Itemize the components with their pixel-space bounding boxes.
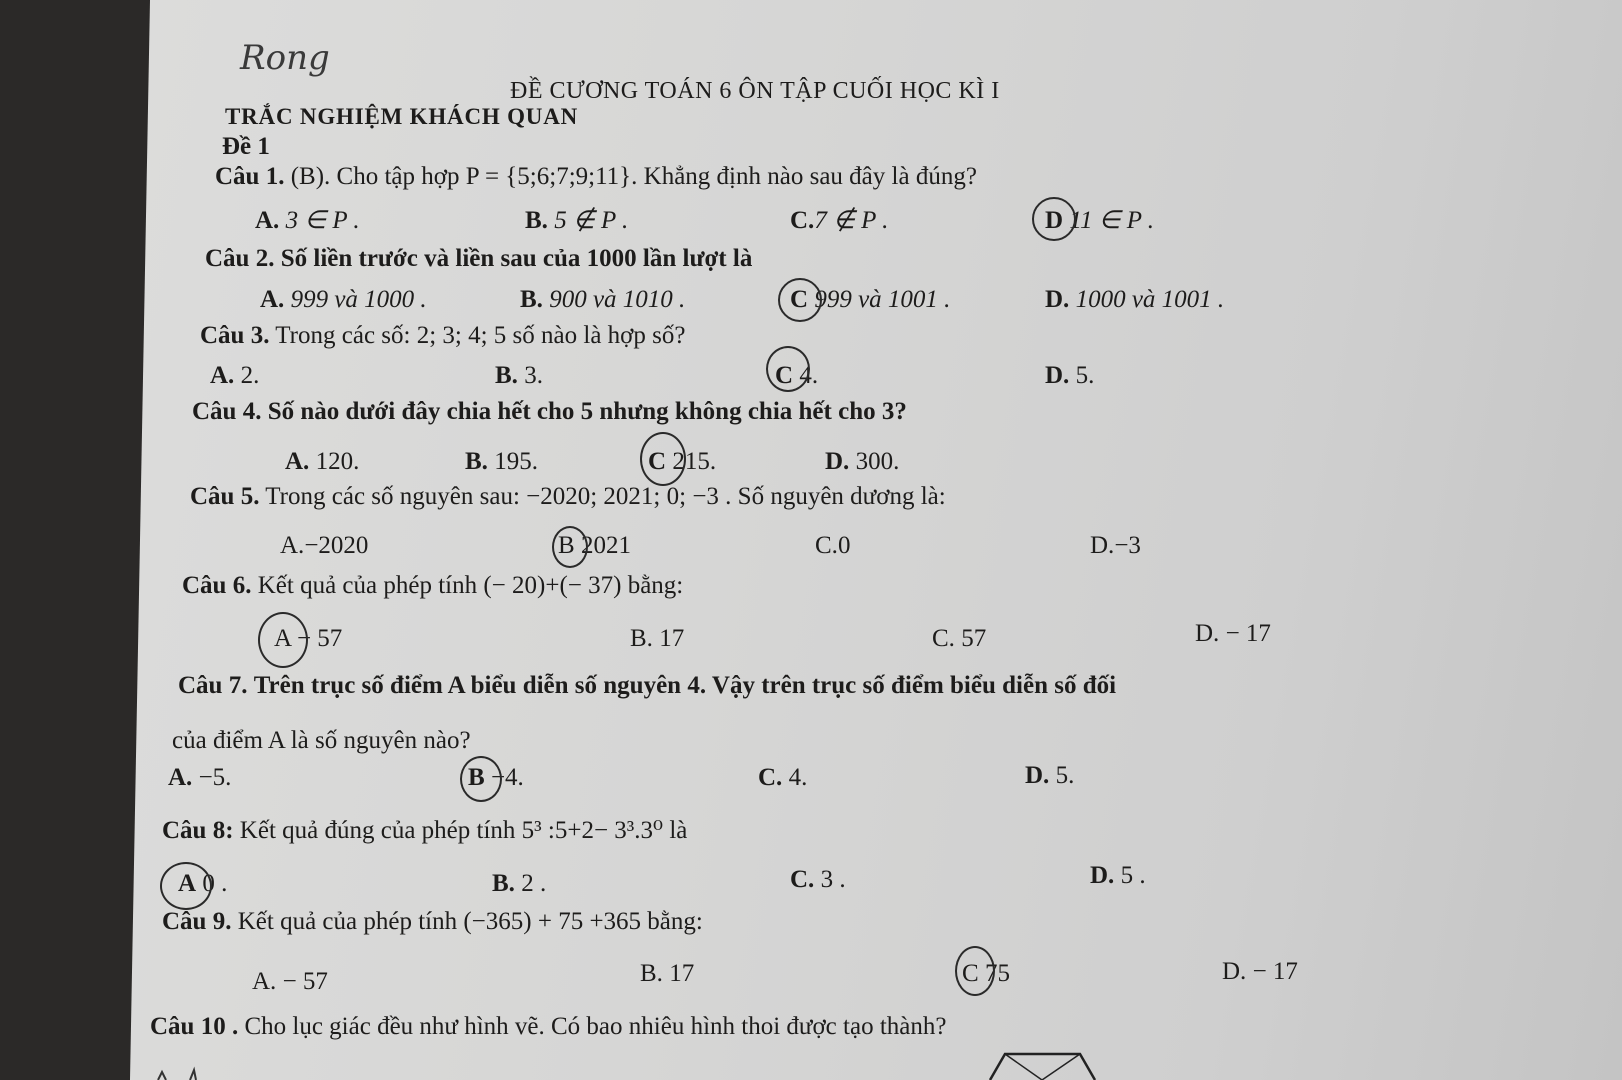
q2-option-b: B. 900 và 1010 . [520, 286, 686, 313]
question-7: Câu 7. Trên trục số điểm A biểu diễn số nguyên 4. Vậy trên trục số điểm biểu diễn số đối [178, 672, 1117, 699]
q1-option-a: A. 3 ∈ P . [255, 207, 360, 234]
answer-circle-q4 [640, 432, 686, 486]
q6-option-b: B. 17 [630, 625, 685, 652]
question-1: Câu 1. (B). Cho tập hợp P = {5;6;7;9;11}. Khẳng định nào sau đây là đúng? [215, 163, 977, 190]
q1-option-b: B. 5 ∉ P . [525, 207, 629, 234]
answer-circle-q9 [955, 946, 995, 996]
question-6: Câu 6. Kết quả của phép tính (− 20)+(− 37) bằng: [182, 572, 684, 599]
answer-circle-q5 [552, 526, 588, 568]
q6-option-d: D. − 17 [1195, 620, 1271, 647]
q4-option-b: B. 195. [465, 448, 538, 475]
q3-option-a: A. 2. [210, 362, 260, 389]
q2-option-c: C 999 và 1001 . [790, 286, 951, 313]
q7-option-a: A. −5. [168, 764, 232, 791]
q9-option-a: A. − 57 [252, 968, 328, 995]
q1-option-c: C.7 ∉ P . [790, 207, 889, 234]
q7-option-b: B −4. [468, 764, 524, 791]
q2-option-d: D. 1000 và 1001 . [1045, 286, 1225, 313]
question-9: Câu 9. Kết quả của phép tính (−365) + 75 +365 bằng: [162, 908, 703, 935]
question-2: Câu 2. Số liền trước và liền sau của 1000 lần lượt là [205, 245, 753, 272]
answer-circle-q8 [160, 862, 212, 910]
q6-option-c: C. 57 [932, 625, 987, 652]
q7-option-c: C. 4. [758, 764, 808, 791]
q5-option-b: B 2021 [558, 532, 631, 559]
q7-option-d: D. 5. [1025, 762, 1075, 789]
q9-option-b: B. 17 [640, 960, 695, 987]
q3-option-c: C 4. [775, 362, 819, 389]
q5-option-c: C.0 [815, 532, 851, 559]
section-heading: TRẮC NGHIỆM KHÁCH QUAN [225, 104, 579, 129]
answer-circle-q2 [778, 278, 822, 322]
q4-option-d: D. 300. [825, 448, 900, 475]
q3-option-d: D. 5. [1045, 362, 1095, 389]
answer-circle-q7 [460, 756, 502, 802]
q8-option-b: B. 2 . [492, 870, 547, 897]
answer-circle-q1 [1032, 197, 1076, 241]
answer-circle-q6 [258, 612, 308, 668]
q6-option-a: A − 57 [274, 625, 343, 652]
q2-option-a: A. 999 và 1000 . [260, 286, 427, 313]
question-4: Câu 4. Số nào dưới đây chia hết cho 5 nhưng không chia hết cho 3? [192, 398, 907, 425]
question-5: Câu 5. Trong các số nguyên sau: −2020; 2021; 0; −3 . Số nguyên dương là: [190, 483, 946, 510]
q4-option-c: C 215. [648, 448, 717, 475]
q5-option-a: A.−2020 [280, 532, 369, 559]
answer-circle-q3 [766, 346, 810, 392]
q3-option-b: B. 3. [495, 362, 543, 389]
q9-option-c: C 75 [962, 960, 1010, 987]
q5-option-d: D.−3 [1090, 532, 1141, 559]
question-8: Câu 8: Kết quả đúng của phép tính 5³ :5+2− 3³.3⁰ là [162, 817, 688, 844]
q9-option-d: D. − 17 [1222, 958, 1298, 985]
question-3: Câu 3. Trong các số: 2; 3; 4; 5 số nào là hợp số? [200, 322, 686, 349]
document-title: ĐỀ CƯƠNG TOÁN 6 ÔN TẬP CUỐI HỌC KÌ I [510, 78, 1000, 104]
q1-option-d: D 11 ∈ P . [1045, 207, 1155, 234]
partial-figure-mark [150, 1064, 210, 1080]
hexagon-figure [980, 1052, 1130, 1080]
handwritten-signature: Rong [240, 38, 330, 78]
q8-option-d: D. 5 . [1090, 862, 1146, 889]
q4-option-a: A. 120. [285, 448, 360, 475]
question-7-continued: của điểm A là số nguyên nào? [172, 727, 471, 754]
q8-option-c: C. 3 . [790, 866, 846, 893]
question-10: Câu 10 . Cho lục giác đều như hình vẽ. Có bao nhiêu hình thoi được tạo thành? [150, 1013, 947, 1040]
exam-label: Đề 1 [222, 133, 270, 160]
q8-option-a: A 0 . [178, 870, 228, 897]
